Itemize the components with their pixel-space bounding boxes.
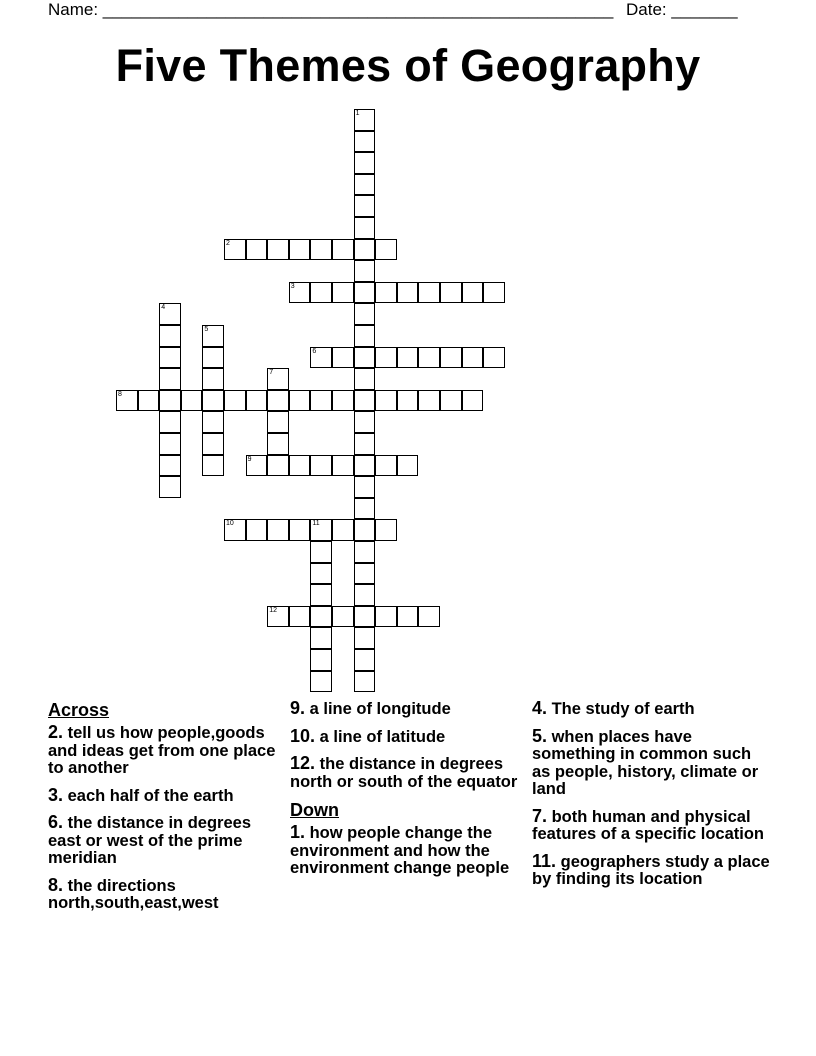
grid-cell[interactable] xyxy=(310,563,332,585)
grid-cell[interactable] xyxy=(332,239,354,261)
grid-cell[interactable] xyxy=(138,390,160,412)
grid-cell[interactable] xyxy=(202,390,224,412)
clue-down-5: 5. when places have something in common such as people, history, climate or land xyxy=(532,725,759,798)
grid-cell[interactable] xyxy=(462,347,484,369)
grid-cell[interactable] xyxy=(159,411,181,433)
grid-cell[interactable] xyxy=(354,390,376,412)
grid-cell[interactable] xyxy=(354,152,376,174)
cell-number: 5 xyxy=(204,326,209,333)
cell-number: 12 xyxy=(269,606,277,614)
grid-cell[interactable] xyxy=(397,455,419,477)
grid-cell[interactable] xyxy=(354,649,376,671)
grid-cell[interactable] xyxy=(310,627,332,649)
grid-cell[interactable] xyxy=(354,368,376,390)
grid-cell[interactable] xyxy=(159,455,181,477)
grid-cell[interactable] xyxy=(354,541,376,563)
grid-cell[interactable] xyxy=(202,411,224,433)
clue-across-9: 9. a line of longitude xyxy=(290,698,451,718)
grid-cell[interactable] xyxy=(354,584,376,606)
grid-cell[interactable] xyxy=(159,368,181,390)
grid-cell[interactable] xyxy=(159,476,181,498)
grid-cell[interactable] xyxy=(310,239,332,261)
grid-cell[interactable] xyxy=(375,606,397,628)
grid-cell[interactable] xyxy=(397,390,419,412)
clues-column-1 xyxy=(48,700,288,922)
clue-across-6: 6. the distance in degrees east or west of the prime meridian xyxy=(48,812,251,867)
grid-cell[interactable] xyxy=(354,519,376,541)
page-title: Five Themes of Geography xyxy=(115,40,701,91)
cell-number: 2 xyxy=(226,239,230,247)
grid-cell[interactable] xyxy=(397,282,419,304)
grid-cell[interactable] xyxy=(354,303,376,325)
grid-cell[interactable] xyxy=(462,390,484,412)
across-heading: Across xyxy=(48,700,110,720)
grid-cell[interactable] xyxy=(310,519,332,541)
grid-cell[interactable] xyxy=(246,519,268,541)
grid-cell[interactable] xyxy=(310,347,332,369)
grid-cell[interactable] xyxy=(267,368,289,390)
grid-cell[interactable] xyxy=(354,606,376,628)
clue-down-7: 7. both human and physical features of a specific location xyxy=(532,805,764,843)
grid-cell[interactable] xyxy=(440,282,462,304)
grid-cell[interactable] xyxy=(202,455,224,477)
grid-cell[interactable] xyxy=(202,433,224,455)
grid-cell[interactable] xyxy=(354,109,376,131)
grid-cell[interactable] xyxy=(310,584,332,606)
grid-cell[interactable] xyxy=(159,303,181,325)
grid-cell[interactable] xyxy=(159,347,181,369)
clue-across-3: 3. each half of the earth xyxy=(48,784,234,805)
clue-down-1: 1. how people change the environment and how the environment change people xyxy=(290,822,510,877)
grid-cell[interactable] xyxy=(354,174,376,196)
grid-cell[interactable] xyxy=(418,606,440,628)
grid-cell[interactable] xyxy=(418,282,440,304)
grid-cell[interactable] xyxy=(289,606,311,628)
grid-cell[interactable] xyxy=(267,606,289,628)
grid-cell[interactable] xyxy=(332,455,354,477)
grid-cell[interactable] xyxy=(267,390,289,412)
name-field[interactable]: Name: ______________________________________________________ xyxy=(48,0,614,19)
grid-cell[interactable] xyxy=(224,519,246,541)
grid-cell[interactable] xyxy=(354,476,376,498)
grid-cell[interactable] xyxy=(267,239,289,261)
grid-cell[interactable] xyxy=(354,347,376,369)
clue-across-12: 12. the distance in degrees north or south of the equator xyxy=(290,753,518,791)
grid-cell[interactable] xyxy=(332,347,354,369)
down-heading: Down xyxy=(290,800,339,820)
grid-cell[interactable] xyxy=(332,606,354,628)
grid-cell[interactable] xyxy=(289,519,311,541)
cell-number: 11 xyxy=(312,520,320,528)
grid-cell[interactable] xyxy=(462,282,484,304)
grid-cell[interactable] xyxy=(202,347,224,369)
grid-cell[interactable] xyxy=(289,239,311,261)
grid-cell[interactable] xyxy=(246,390,268,412)
grid-cell[interactable] xyxy=(354,260,376,282)
grid-cell[interactable] xyxy=(397,606,419,628)
clue-across-8: 8. the directions north,south,east,west xyxy=(48,874,219,912)
grid-cell[interactable] xyxy=(375,455,397,477)
grid-cell[interactable] xyxy=(202,325,224,347)
clues-column-2 xyxy=(290,700,530,887)
clues-column-3 xyxy=(532,700,772,898)
clue-down-11: 11. geographers study a place by finding its location xyxy=(532,850,770,888)
grid-cell[interactable] xyxy=(310,649,332,671)
grid-cell[interactable] xyxy=(354,411,376,433)
grid-cell[interactable] xyxy=(354,498,376,520)
grid-cell[interactable] xyxy=(354,563,376,585)
grid-cell[interactable] xyxy=(354,433,376,455)
grid-cell[interactable] xyxy=(418,347,440,369)
grid-cell[interactable] xyxy=(310,671,332,693)
grid-cell[interactable] xyxy=(310,282,332,304)
grid-cell[interactable] xyxy=(354,282,376,304)
grid-cell[interactable] xyxy=(354,217,376,239)
grid-cell[interactable] xyxy=(267,411,289,433)
grid-cell[interactable] xyxy=(310,455,332,477)
grid-cell[interactable] xyxy=(116,390,138,412)
grid-cell[interactable] xyxy=(310,390,332,412)
grid-cell[interactable] xyxy=(159,433,181,455)
grid-cell[interactable] xyxy=(483,347,505,369)
cell-number: 8 xyxy=(118,390,122,398)
grid-cell[interactable] xyxy=(397,347,419,369)
grid-cell[interactable] xyxy=(289,390,311,412)
grid-cell[interactable] xyxy=(181,390,203,412)
cell-number: 7 xyxy=(269,369,274,377)
clue-down-4: 4. The study of earth xyxy=(532,698,695,718)
cell-number: 4 xyxy=(161,304,166,312)
cell-number: 3 xyxy=(290,282,295,290)
grid-cell[interactable] xyxy=(375,282,397,304)
grid-cell[interactable] xyxy=(267,433,289,455)
grid-cell[interactable] xyxy=(332,390,354,412)
grid-cell[interactable] xyxy=(354,627,376,649)
grid-cell[interactable] xyxy=(354,671,376,693)
grid-cell[interactable] xyxy=(354,131,376,153)
grid-cell[interactable] xyxy=(354,195,376,217)
grid-cell[interactable] xyxy=(440,390,462,412)
grid-cell[interactable] xyxy=(224,390,246,412)
grid-cell[interactable] xyxy=(267,519,289,541)
grid-cell[interactable] xyxy=(246,239,268,261)
grid-cell[interactable] xyxy=(159,325,181,347)
grid-cell[interactable] xyxy=(159,390,181,412)
grid-cell[interactable] xyxy=(375,390,397,412)
grid-cell[interactable] xyxy=(310,541,332,563)
grid-cell[interactable] xyxy=(418,390,440,412)
grid-cell[interactable] xyxy=(354,325,376,347)
grid-cell[interactable] xyxy=(289,282,311,304)
grid-cell[interactable] xyxy=(224,239,246,261)
grid-cell[interactable] xyxy=(354,455,376,477)
grid-cell[interactable] xyxy=(354,239,376,261)
grid-cell[interactable] xyxy=(375,347,397,369)
cell-number: 6 xyxy=(312,347,317,355)
grid-cell[interactable] xyxy=(375,519,397,541)
grid-cell[interactable] xyxy=(483,282,505,304)
clue-across-10: 10. a line of latitude xyxy=(290,725,446,746)
grid-cell[interactable] xyxy=(246,455,268,477)
cell-number: 1 xyxy=(355,110,360,117)
grid-cell[interactable] xyxy=(375,239,397,261)
grid-cell[interactable] xyxy=(332,282,354,304)
clue-across-2: 2. tell us how people,goods and ideas get from one place to another xyxy=(48,722,276,777)
grid-cell[interactable] xyxy=(440,347,462,369)
grid-cell[interactable] xyxy=(332,519,354,541)
cell-number: 9 xyxy=(247,455,252,463)
grid-cell[interactable] xyxy=(310,606,332,628)
grid-cell[interactable] xyxy=(289,455,311,477)
cell-number: 10 xyxy=(226,520,234,528)
grid-cell[interactable] xyxy=(202,368,224,390)
grid-cell[interactable] xyxy=(267,455,289,477)
date-field[interactable]: Date: _______ xyxy=(626,0,738,19)
